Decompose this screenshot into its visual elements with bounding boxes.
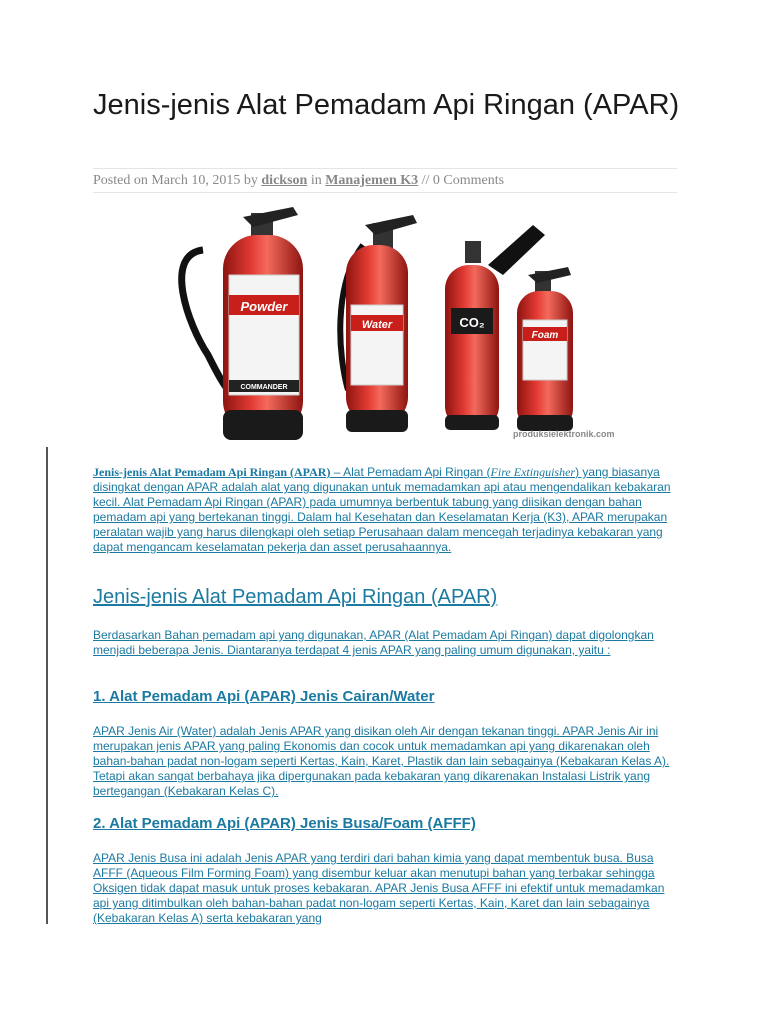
item-heading-water[interactable]: 1. Alat Pemadam Api (APAR) Jenis Cairan/Water — [93, 688, 435, 705]
section-intro[interactable]: Berdasarkan Bahan pemadam api yang digunakan, APAR (Alat Pemadam Api Ringan) dapat digolongkan menjadi beberapa Jenis. Diantaranya terdapat 4 jenis APAR yang paling umum digunakan, yaitu : — [93, 628, 654, 657]
co2-label: CO₂ — [459, 315, 485, 330]
intro-lead[interactable]: Jenis-jenis Alat Pemadam Api Ringan (APAR) — [93, 465, 331, 479]
intro-paragraph[interactable]: Jenis-jenis Alat Pemadam Api Ringan (APAR) – Alat Pemadam Api Ringan (Fire Extinguisher) yang biasanya disingkat dengan APAR adalah alat yang digunakan untuk memadamkan api atau mengendalikan kebakaran kecil. Alat Pemadam Api Ringan (APAR) pada umumnya berbentuk tabung yang diisikan dengan bahan pemadam api yang bertekanan tinggi. Dalam hal Kesehatan dan Keselamatan Kerja (K3), APAR merupakan peralatan wajib yang harus dilengkapi oleh setiap Perusahaan dalam mencegah terjadinya kebakaran yang dapat mengancam keselamatan pekerja dan asset perusahaannya. — [93, 465, 671, 554]
item-text-foam[interactable]: APAR Jenis Busa ini adalah Jenis APAR yang terdiri dari bahan kimia yang dapat membentuk busa. Busa AFFF (Aqueous Film Forming Foam) yang disembur keluar akan menutupi bahan yang terbakar sehingga Oksigen tidak dapat masuk untuk proses kebakaran. APAR Jenis Busa AFFF ini efektif untuk memadamkan api yang ditimbulkan oleh bahan-bahan padat non-logam seperti Kertas, Kain, Karet dan lain sebagainya (Kebakaran Kelas A) serta kebakaran yang — [93, 851, 665, 925]
brand-label: COMMANDER — [240, 384, 288, 391]
extinguishers-image — [93, 205, 693, 445]
divider — [93, 192, 677, 193]
item-text-water[interactable]: APAR Jenis Air (Water) adalah Jenis APAR yang disikan oleh Air dengan tekanan tinggi. APAR Jenis Air ini merupakan jenis APAR yang paling Ekonomis dan cocok untuk memadamkan api yang dikarenakan oleh bahan-bahan padat non-logam seperti Kertas, Kain, Karet, Plastik dan lain sebagainya (Kebakaran Kelas A). Tetapi akan sangat berbahaya jika dipergunakan pada kebakaran yang dikarenakan Instalasi Listrik yang bertegangan (Kebakaran Kelas C). — [93, 724, 670, 798]
fire-extinguisher-term: Fire Extinguisher — [490, 465, 576, 479]
category-link[interactable]: Manajemen K3 — [325, 173, 419, 188]
sidebar-border — [46, 447, 48, 924]
powder-extinguisher — [182, 207, 303, 440]
item-heading-foam[interactable]: 2. Alat Pemadam Api (APAR) Jenis Busa/Foam (AFFF) — [93, 815, 476, 832]
section-heading[interactable]: Jenis-jenis Alat Pemadam Api Ringan (APAR) — [93, 586, 498, 608]
divider — [93, 168, 677, 169]
meta-separator: // — [421, 173, 430, 188]
post-meta — [93, 173, 677, 189]
water-extinguisher — [340, 215, 417, 432]
foam-extinguisher — [517, 267, 573, 431]
foam-label: Foam — [531, 330, 559, 341]
comments-count[interactable]: 0 Comments — [432, 173, 505, 188]
image-watermark: produksielektronik.com — [513, 429, 615, 439]
author-link[interactable]: dickson — [261, 173, 308, 188]
post-date: March 10, 2015 — [151, 173, 241, 188]
in-label: in — [310, 173, 322, 188]
water-label: Water — [361, 319, 393, 331]
page-title: Jenis-jenis Alat Pemadam Api Ringan (APAR) — [93, 89, 680, 121]
powder-label: Powder — [240, 299, 288, 314]
posted-on-label: Posted on — [93, 173, 148, 188]
by-label: by — [243, 173, 258, 188]
